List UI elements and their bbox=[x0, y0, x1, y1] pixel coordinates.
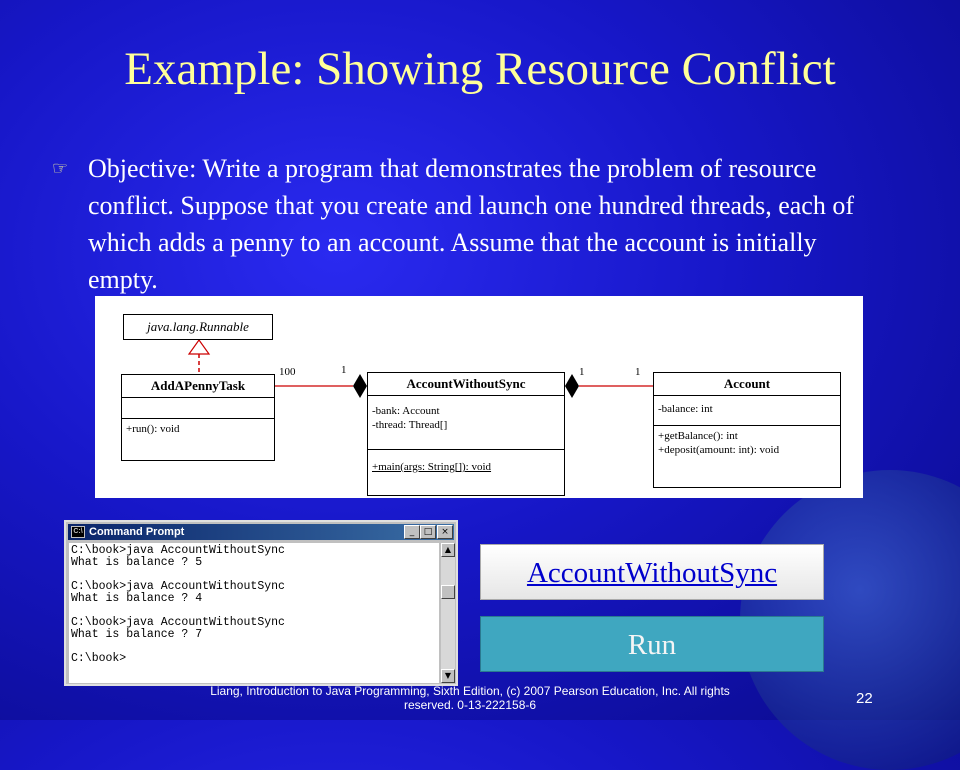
method: +deposit(amount: int): void bbox=[658, 444, 780, 456]
minimize-button[interactable]: _ bbox=[404, 525, 420, 539]
composition-diamond-left bbox=[353, 374, 367, 398]
field: -bank: Account bbox=[372, 405, 440, 417]
close-button[interactable]: × bbox=[437, 525, 453, 539]
footer-copyright: Liang, Introduction to Java Programming, Sixth Edition, (c) 2007 Pearson Education, Inc. All rights reserved. 0-13-222158-6 bbox=[210, 684, 730, 712]
multiplicity-1: 1 bbox=[635, 366, 641, 378]
command-prompt-window[interactable] bbox=[64, 520, 458, 686]
class-methods bbox=[368, 450, 564, 477]
account-class bbox=[653, 372, 841, 488]
class-fields bbox=[654, 396, 840, 426]
console-output[interactable]: C:\book>java AccountWithoutSync What is balance ? 5 C:\book>java AccountWithoutSync What is balance ? 4 C:\book>java AccountWithoutSync What is balance ? 7 C:\book> bbox=[69, 543, 439, 683]
class-methods bbox=[122, 419, 274, 439]
window-title: Command Prompt bbox=[89, 526, 185, 538]
addapennytask-class bbox=[121, 374, 275, 461]
class-methods bbox=[654, 426, 840, 460]
multiplicity-100: 100 bbox=[279, 366, 296, 378]
field: -thread: Thread[] bbox=[372, 419, 448, 431]
multiplicity-1: 1 bbox=[579, 366, 585, 378]
method: +getBalance(): int bbox=[658, 430, 738, 442]
objective-text: Objective: Write a program that demonstrates the problem of resource conflict. Suppose that you create and launch one hundred threads, each of which adds a penny to an account. Assume that the account is initially empty. bbox=[88, 154, 854, 294]
pointing-hand-icon: ☞ bbox=[52, 158, 69, 179]
page-number: 22 bbox=[856, 690, 873, 707]
console-icon: C:\ bbox=[71, 526, 85, 538]
scroll-down-icon[interactable]: ▼ bbox=[441, 669, 455, 683]
title-bar[interactable] bbox=[68, 524, 454, 540]
runnable-interface: java.lang.Runnable bbox=[123, 314, 273, 340]
vertical-scrollbar[interactable] bbox=[441, 543, 455, 683]
composition-diamond-right bbox=[565, 374, 579, 398]
class-name: AccountWithoutSync bbox=[368, 373, 564, 396]
class-name: Account bbox=[654, 373, 840, 396]
scroll-up-icon[interactable]: ▲ bbox=[441, 543, 455, 557]
class-name: AddAPennyTask bbox=[122, 375, 274, 398]
class-fields bbox=[368, 396, 564, 450]
class-fields bbox=[122, 398, 274, 419]
slide-title: Example: Showing Resource Conflict bbox=[124, 43, 836, 95]
source-code-link[interactable]: AccountWithoutSync bbox=[480, 544, 824, 600]
maximize-button[interactable]: □ bbox=[420, 525, 436, 539]
field: -balance: int bbox=[658, 403, 713, 415]
realization-arrowhead bbox=[189, 340, 209, 354]
run-button[interactable]: Run bbox=[480, 616, 824, 672]
method: +run(): void bbox=[126, 423, 180, 435]
multiplicity-1: 1 bbox=[341, 364, 347, 376]
method: +main(args: String[]): void bbox=[372, 461, 492, 473]
accountwithoutsync-class bbox=[367, 372, 565, 496]
scroll-thumb[interactable] bbox=[441, 585, 455, 599]
uml-diagram bbox=[95, 296, 863, 498]
